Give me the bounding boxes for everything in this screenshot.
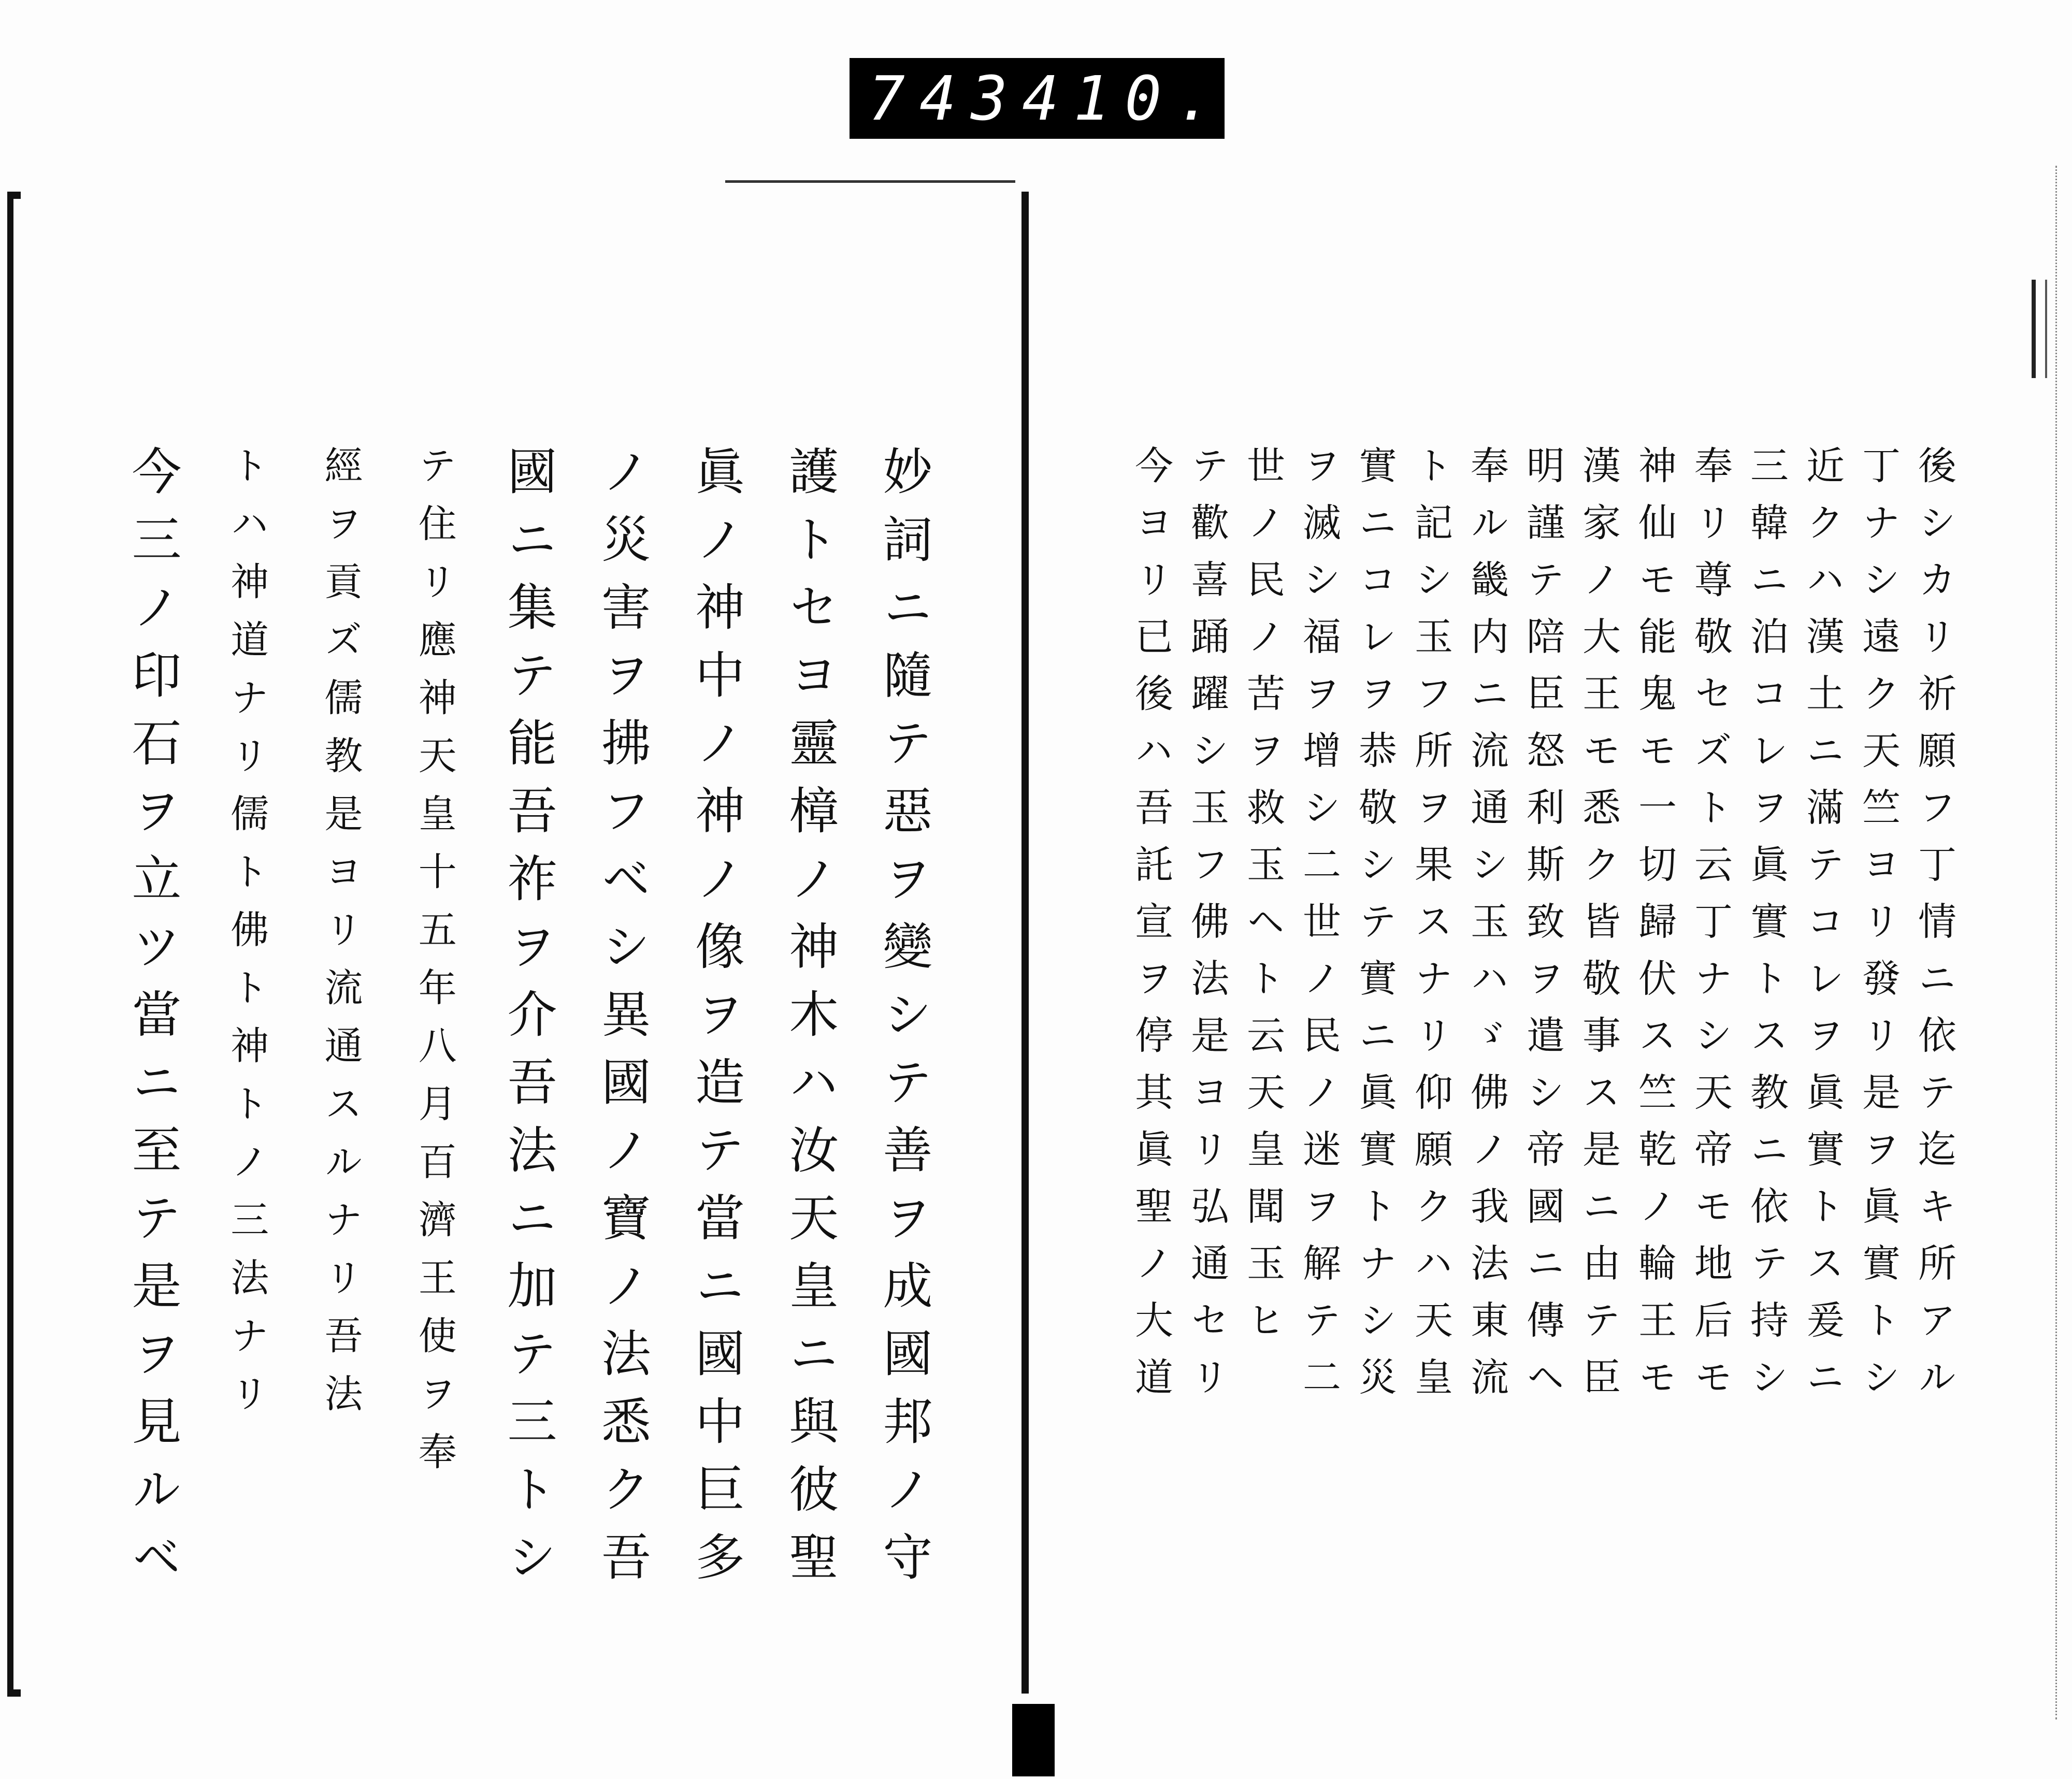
text-column: テ住リ應神天皇十五年八月百濟王使ヲ奉 [412, 445, 457, 1489]
text-column: テ歡喜踊躍シ玉フ佛法是ヨリ弘通セリ [1185, 445, 1229, 1414]
archive-number-label [850, 58, 1228, 139]
right-page-edge-dots [2055, 166, 2062, 1719]
left-edge-tick-bottom [7, 1689, 21, 1697]
gutter-spine-line [1021, 192, 1029, 1694]
label-number-right: 410. [1022, 63, 1228, 134]
right-page-text [1124, 445, 1963, 1657]
text-column: 奉リ尊敬セズト云丁ナシ天帝モ地后モ [1688, 445, 1733, 1414]
text-column: 明謹テ陪臣怒利斯致ヲ遣シ帝國ニ傳ヘ [1520, 445, 1565, 1414]
text-column: 眞ノ神中ノ神ノ像ヲ造テ當ニ國中巨多 [687, 445, 745, 1599]
left-page-text [119, 445, 938, 1657]
text-column: 今三ノ印石ヲ立ツ當ニ至テ是ヲ見ルベ [124, 445, 182, 1599]
text-column: 國ニ集テ能吾祚ヲ介吾法ニ加テ三トシ [499, 445, 557, 1599]
gutter-spine-block [1012, 1704, 1055, 1776]
text-column: 後シカリ祈願フ丁情ニ依テ迄キ所アル [1912, 445, 1956, 1414]
text-column: 三韓ニ泊コレヲ眞實トス教ニ依テ持シ [1744, 445, 1789, 1414]
text-column: 實ニコレヲ恭敬シテ實ニ眞實トナシ災 [1352, 445, 1397, 1414]
left-page-edge-line [7, 192, 13, 1694]
label-number-left: 743 [868, 63, 1023, 134]
text-column: ヲ滅シ福ヲ增シ二世ノ民ノ迷ヲ解テ二 [1297, 445, 1341, 1414]
text-column: 今ヨリ已後ハ吾託宣ヲ停其眞聖ノ大道 [1129, 445, 1173, 1414]
text-column: 近クハ漢土ニ滿テコレヲ眞實トス爰ニ [1800, 445, 1845, 1414]
text-column: 妙詞ニ隨テ惡ヲ變シテ善ヲ成國邦ノ守 [875, 445, 933, 1599]
top-rule-line [725, 180, 1015, 183]
text-column: 奉ル畿内ニ流通シ玉ハゞ佛ノ我法東流 [1464, 445, 1509, 1414]
text-column: トハ神道ナリ儒ト佛ト神トノ三法ナリ [224, 445, 269, 1431]
text-column: 經ヲ貢ズ儒教是ヨリ流通スルナリ吾法 [318, 445, 363, 1431]
text-column: 世ノ民ノ苦ヲ救玉ヘト云天皇聞玉ヒ [1241, 445, 1285, 1357]
left-edge-tick-top [7, 192, 21, 199]
text-column: 護トセヨ靈樟ノ神木ハ汝天皇ニ與彼聖 [781, 445, 839, 1599]
text-column: 丁ナシ遠ク天竺ヨリ發リ是ヲ眞實トシ [1856, 445, 1901, 1414]
text-column: ノ災害ヲ拂フベシ異國ノ寶ノ法悉ク吾 [593, 445, 652, 1599]
right-page-edge-mark [2032, 280, 2047, 378]
text-column: ト記シ玉フ所ヲ果スナリ仰願クハ天皇 [1408, 445, 1453, 1414]
text-column: 漢家ノ大王モ悉ク皆敬事ス是ニ由テ臣 [1576, 445, 1621, 1414]
text-column: 神仙モ能鬼モ一切歸伏ス竺乾ノ輪王モ [1632, 445, 1677, 1414]
